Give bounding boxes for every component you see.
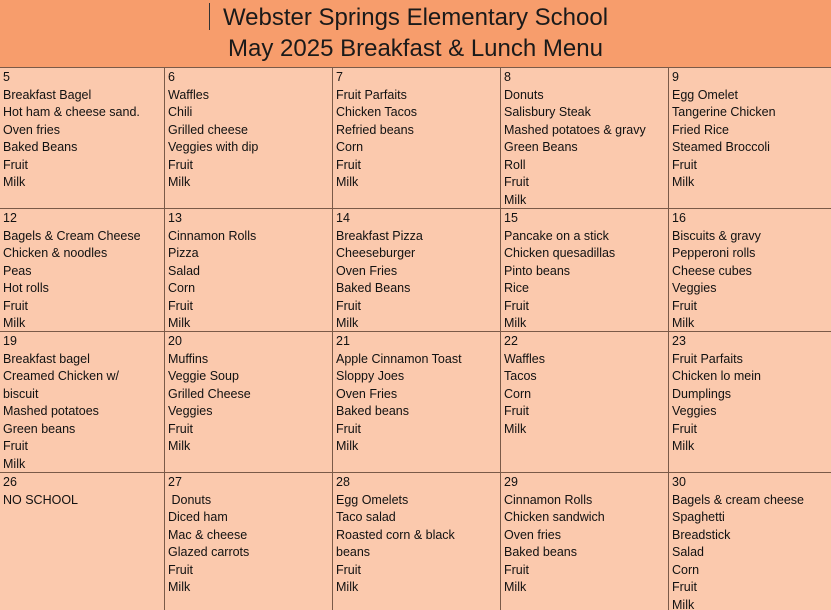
day-number: 13 [168,211,182,225]
menu-item: Fruit Parfaits [672,351,743,366]
menu-item: Salad [672,545,704,559]
menu-item: Milk [672,316,695,330]
menu-item: Milk [336,580,359,594]
day-number: 8 [504,70,511,84]
day-cell [0,209,165,331]
menu-item: NO SCHOOL [3,492,79,507]
menu-item: Donuts [168,492,212,507]
menu-item: Fruit [3,439,28,453]
day-number: 14 [336,211,350,225]
menu-title: May 2025 Breakfast & Lunch Menu [228,35,603,62]
day-cell [333,209,501,331]
menu-item: Fruit [504,562,529,577]
menu-item: Waffles [168,87,209,102]
menu-item: Corn [504,386,532,401]
day-cell [501,209,669,331]
menu-item: Roasted corn & black [336,527,455,542]
menu-item: Chicken sandwich [504,510,605,524]
menu-item: Fruit [672,298,697,313]
menu-header [0,0,831,68]
menu-item: Mashed potatoes & gravy [504,122,646,137]
menu-item: Creamed Chicken w/ [3,369,120,383]
menu-item: Rice [504,281,530,295]
day-number: 30 [672,475,686,489]
menu-item: Tangerine Chicken [672,105,776,119]
menu-item: Taco salad [336,510,396,524]
day-cell [0,332,165,472]
week-row [0,473,831,610]
menu-item: Mashed potatoes [3,404,99,418]
menu-item: Salad [168,263,200,278]
menu-item: Cheese cubes [672,263,752,278]
menu-item: biscuit [3,386,39,401]
menu-item: Chicken quesadillas [504,246,616,260]
menu-item: Muffins [168,351,209,366]
menu-item: Veggies [672,281,717,295]
menu-item: Pepperoni rolls [672,246,756,260]
day-cell [165,332,333,472]
menu-item: Milk [504,421,527,436]
menu-item: Corn [672,562,700,577]
menu-item: Milk [168,580,191,594]
menu-item: Diced ham [168,510,228,524]
menu-item: Milk [336,175,359,189]
school-name: Webster Springs Elementary School [222,4,609,31]
menu-item: Veggie Soup [168,369,239,383]
menu-item: Pizza [168,246,199,260]
day-cell [333,68,501,208]
day-number: 15 [504,211,518,225]
day-number: 5 [3,70,10,84]
menu-calendar-grid [0,68,831,610]
day-number: 26 [3,475,17,489]
menu-item: Fruit [168,157,193,172]
day-number: 29 [504,475,518,489]
menu-item: Fried Rice [672,122,729,137]
menu-item: Veggies [168,404,213,418]
menu-item: Oven fries [3,122,60,137]
menu-item: Dumplings [672,386,732,401]
menu-item: Baked Beans [3,140,78,154]
menu-item: Milk [672,597,695,610]
day-number: 7 [336,70,343,84]
menu-item: Baked beans [504,545,577,559]
menu-item: Apple Cinnamon Toast [336,351,462,366]
menu-item: Cheeseburger [336,246,416,260]
day-number: 28 [336,475,350,489]
menu-item: Green Beans [504,140,578,154]
menu-item: Breakfast Bagel [3,87,92,102]
menu-item: Milk [504,316,527,330]
day-cell [165,68,333,208]
day-cell [501,473,669,610]
menu-item: Milk [3,175,26,189]
menu-item: Grilled Cheese [168,386,251,401]
menu-item: Egg Omelets [336,492,409,507]
day-cell [165,473,333,610]
day-number: 20 [168,334,182,348]
menu-item: Chicken & noodles [3,246,108,260]
menu-item: Fruit [672,157,697,172]
menu-item: Baked beans [336,404,409,418]
menu-item: Green beans [3,421,76,436]
menu-item: Refried beans [336,122,414,137]
menu-item: Milk [504,192,527,207]
menu-item: Fruit [336,562,361,577]
menu-item: Peas [3,263,32,278]
menu-item: Mac & cheese [168,527,248,542]
day-number: 22 [504,334,518,348]
menu-item: Veggies [672,404,717,418]
menu-item: Fruit [168,298,193,313]
menu-item: Milk [336,439,359,453]
menu-item: Fruit [336,421,361,436]
menu-item: Fruit [3,157,28,172]
menu-item: Milk [336,316,359,330]
menu-item: Breakfast Pizza [336,228,423,243]
menu-item: Hot ham & cheese sand. [3,105,140,119]
menu-item: Pinto beans [504,263,571,278]
menu-item: Breakfast bagel [3,351,90,366]
menu-item: Egg Omelet [672,87,739,102]
menu-item: Fruit [168,562,193,577]
week-row [0,332,831,473]
menu-item: Sloppy Joes [336,369,405,383]
menu-item: Pancake on a stick [504,228,609,243]
day-cell [669,209,831,331]
menu-item: Fruit [504,175,529,189]
menu-item: Milk [168,439,191,453]
menu-item: Baked Beans [336,281,411,295]
menu-item: Tacos [504,369,537,383]
menu-item: Milk [168,175,191,189]
menu-item: Bagels & cream cheese [672,492,805,507]
menu-item: Donuts [504,87,544,102]
day-number: 12 [3,211,17,225]
menu-item: Oven Fries [336,263,398,278]
menu-item: Fruit [672,580,697,594]
menu-item: Fruit [3,298,28,313]
week-row [0,68,831,209]
menu-item: Fruit [504,404,529,418]
day-cell [333,332,501,472]
menu-item: beans [336,545,371,559]
day-number: 6 [168,70,175,84]
day-number: 19 [3,334,17,348]
day-number: 23 [672,334,686,348]
menu-item: Oven Fries [336,386,398,401]
menu-item: Veggies with dip [168,140,259,154]
menu-item: Milk [3,316,26,330]
day-cell [0,473,165,610]
day-cell [669,473,831,610]
day-cell [165,209,333,331]
day-number: 9 [672,70,679,84]
menu-item: Cinnamon Rolls [504,492,593,507]
menu-item: Hot rolls [3,281,49,295]
menu-item: Biscuits & gravy [672,228,761,243]
menu-item: Fruit [672,421,697,436]
menu-item: Roll [504,157,526,172]
menu-item: Grilled cheese [168,122,248,137]
text-cursor [209,3,210,30]
day-cell [0,68,165,208]
menu-item: Corn [336,140,364,154]
day-number: 21 [336,334,350,348]
menu-item: Fruit [168,421,193,436]
menu-item: Milk [504,580,527,594]
menu-item: Chicken Tacos [336,105,418,119]
menu-item: Milk [672,439,695,453]
menu-item: Milk [3,456,26,471]
menu-item: Corn [168,281,196,295]
day-number: 16 [672,211,686,225]
menu-item: Salisbury Steak [504,105,591,119]
week-row [0,209,831,332]
menu-item: Fruit [504,298,529,313]
day-cell [501,68,669,208]
menu-item: Spaghetti [672,510,725,524]
menu-item: Cinnamon Rolls [168,228,257,243]
day-cell [501,332,669,472]
menu-item: Milk [672,175,695,189]
menu-item: Chicken lo mein [672,369,761,383]
day-cell [669,68,831,208]
menu-item: Breadstick [672,527,731,542]
menu-item: Bagels & Cream Cheese [3,228,141,243]
menu-item: Fruit [336,298,361,313]
menu-item: Glazed carrots [168,545,250,559]
menu-item: Fruit Parfaits [336,87,407,102]
menu-item: Waffles [504,351,545,366]
menu-item: Fruit [336,157,361,172]
day-cell [669,332,831,472]
menu-item: Chili [168,105,193,119]
menu-item: Milk [168,316,191,330]
menu-item: Oven fries [504,527,561,542]
menu-item: Steamed Broccoli [672,140,770,154]
day-number: 27 [168,475,182,489]
day-cell [333,473,501,610]
